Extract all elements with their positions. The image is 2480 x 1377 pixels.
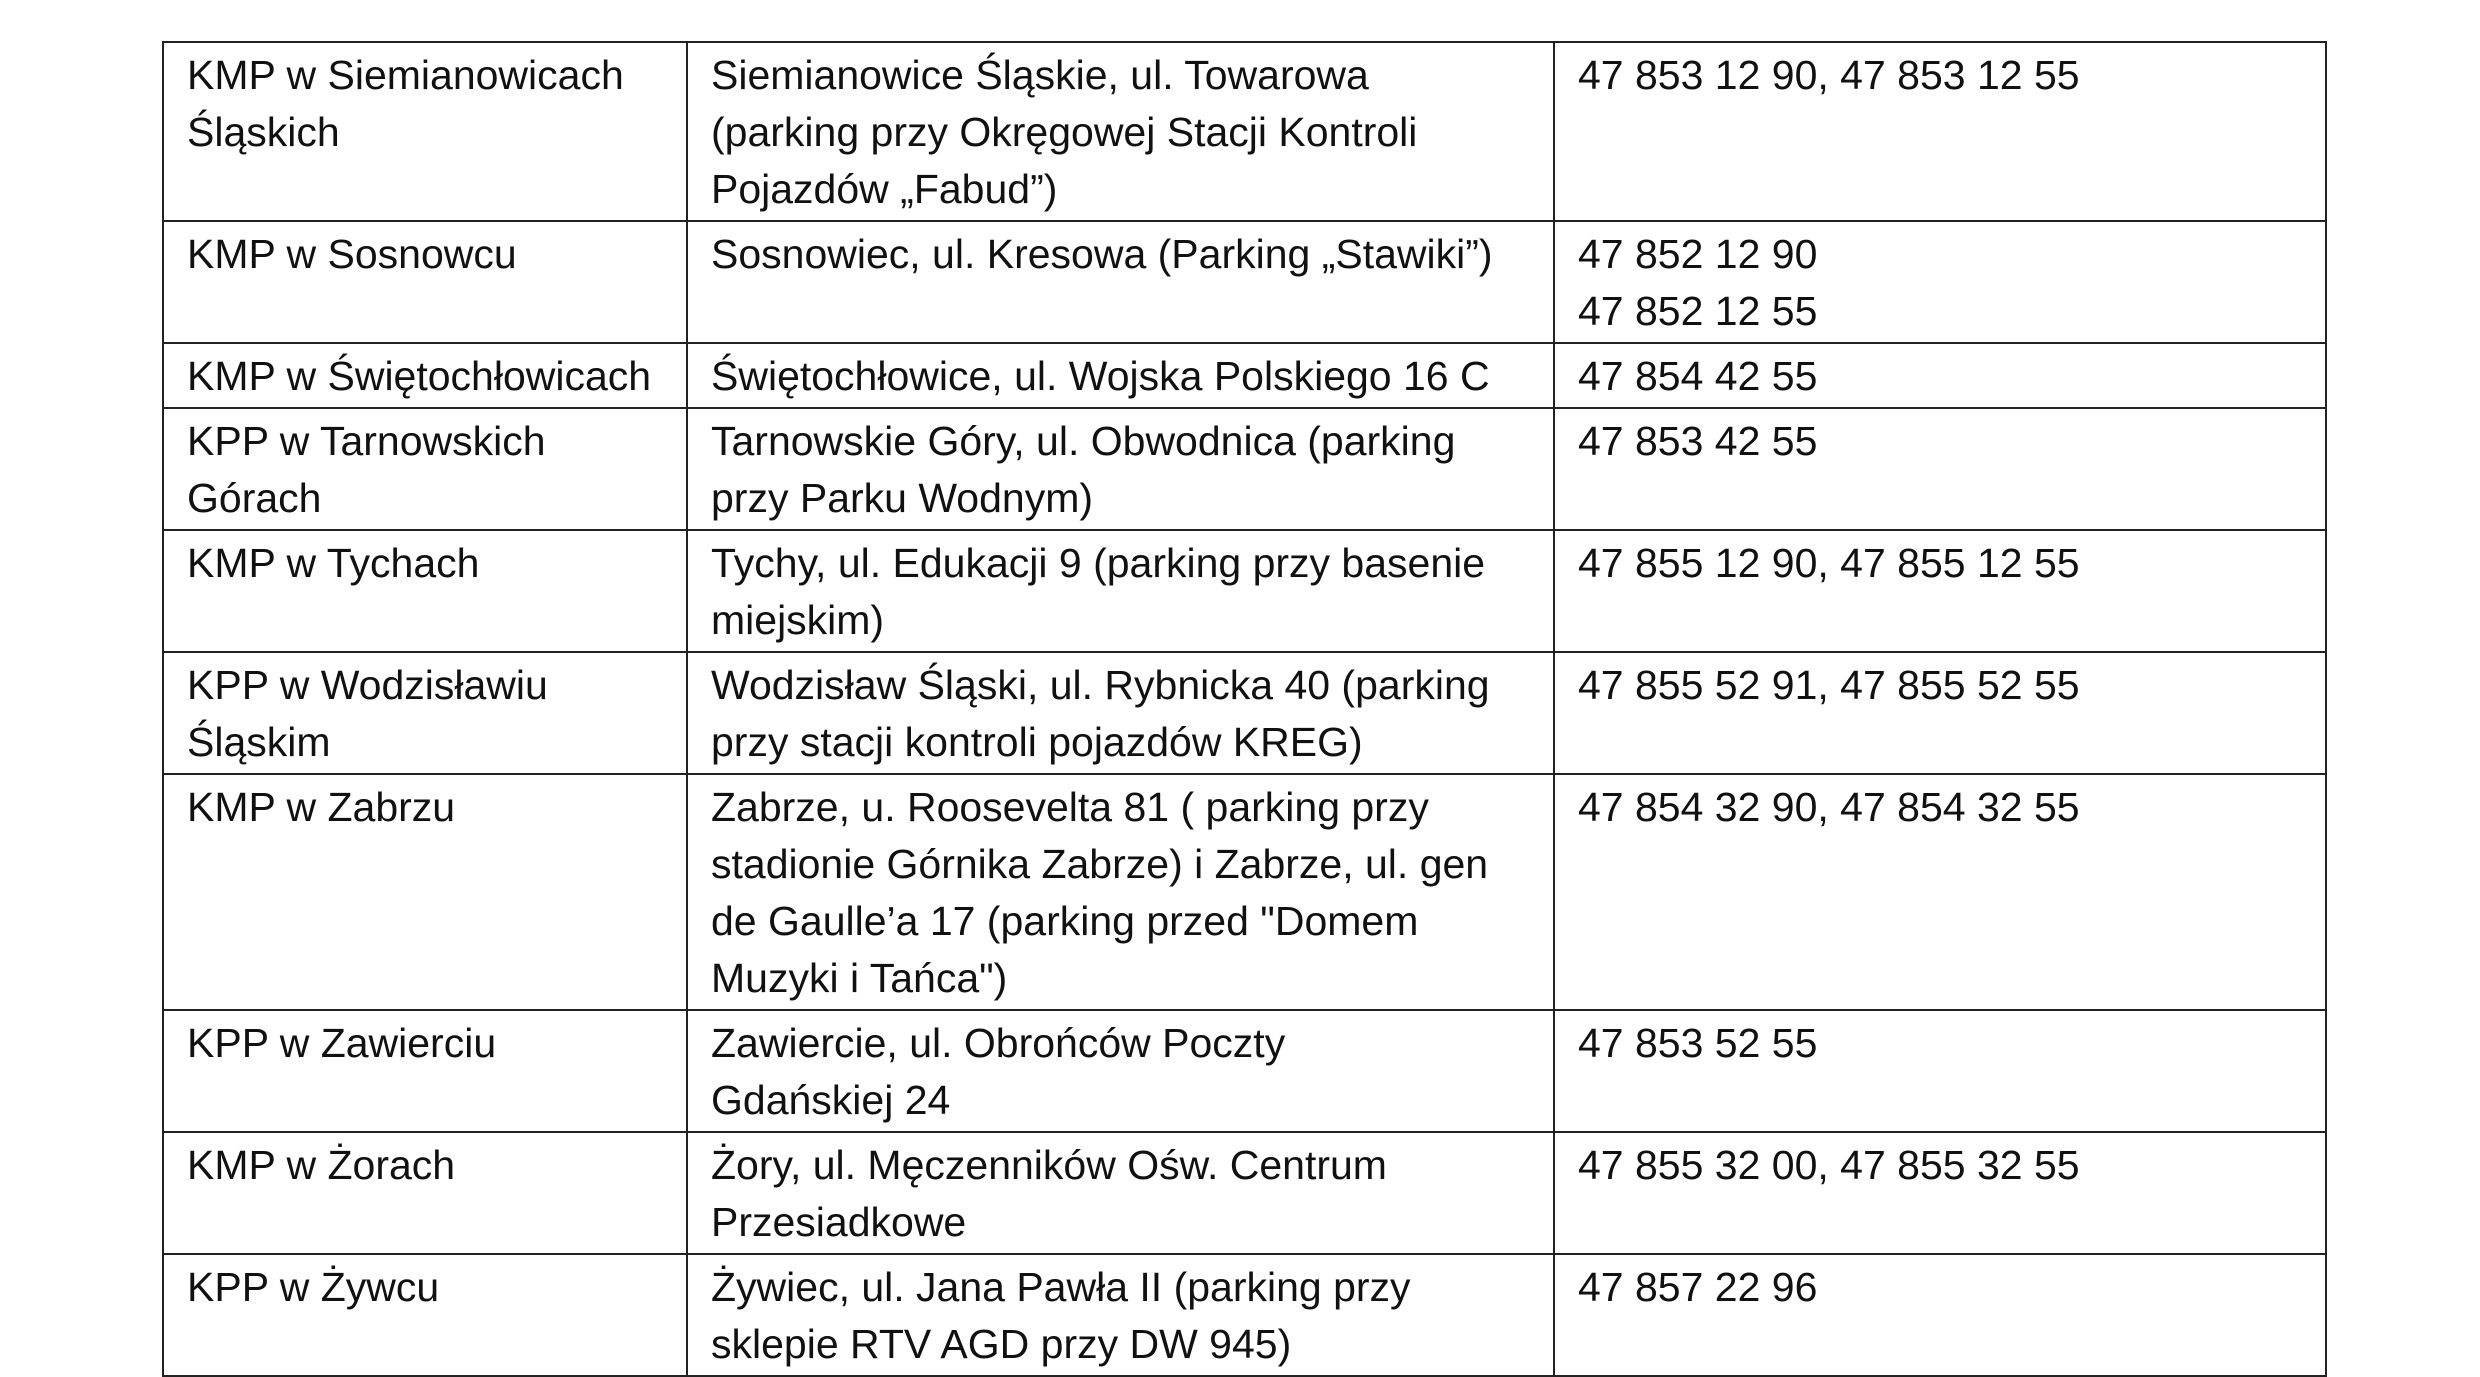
phone-cell: 47 853 12 90, 47 853 12 55 — [1554, 42, 2326, 221]
phone-cell: 47 852 12 90 47 852 12 55 — [1554, 221, 2326, 343]
unit-cell: KMP w Siemianowicach Śląskich — [163, 42, 687, 221]
unit-cell: KMP w Świętochłowicach — [163, 343, 687, 408]
location-cell: Zawiercie, ul. Obrońców Poczty Gdańskiej 24 — [687, 1010, 1554, 1132]
unit-cell: KPP w Tarnowskich Górach — [163, 408, 687, 530]
phone-cell: 47 854 32 90, 47 854 32 55 — [1554, 774, 2326, 1010]
unit-cell: KMP w Tychach — [163, 530, 687, 652]
table-row — [163, 343, 2326, 408]
location-cell: Świętochłowice, ul. Wojska Polskiego 16 C — [687, 343, 1554, 408]
location-cell: Tarnowskie Góry, ul. Obwodnica (parking przy Parku Wodnym) — [687, 408, 1554, 530]
unit-cell: KMP w Zabrzu — [163, 774, 687, 1010]
location-cell: Siemianowice Śląskie, ul. Towarowa (parking przy Okręgowej Stacji Kontroli Pojazdów „Fabud”) — [687, 42, 1554, 221]
unit-cell: KPP w Żywcu — [163, 1254, 687, 1376]
location-cell: Zabrze, u. Roosevelta 81 ( parking przy stadionie Górnika Zabrze) i Zabrze, ul. gen de Gaulle’a 17 (parking przed "Domem Muzyki i Tańca") — [687, 774, 1554, 1010]
table-row — [163, 774, 2326, 1010]
table-row — [163, 1132, 2326, 1254]
table-row — [163, 42, 2326, 221]
unit-cell: KMP w Żorach — [163, 1132, 687, 1254]
unit-cell: KMP w Sosnowcu — [163, 221, 687, 343]
table-row — [163, 652, 2326, 774]
unit-cell: KPP w Wodzisławiu Śląskim — [163, 652, 687, 774]
table-row — [163, 530, 2326, 652]
phone-cell: 47 854 42 55 — [1554, 343, 2326, 408]
location-cell: Żywiec, ul. Jana Pawła II (parking przy sklepie RTV AGD przy DW 945) — [687, 1254, 1554, 1376]
location-cell: Wodzisław Śląski, ul. Rybnicka 40 (parking przy stacji kontroli pojazdów KREG) — [687, 652, 1554, 774]
table-row — [163, 1010, 2326, 1132]
unit-cell: KPP w Zawierciu — [163, 1010, 687, 1132]
location-cell: Tychy, ul. Edukacji 9 (parking przy basenie miejskim) — [687, 530, 1554, 652]
location-cell: Żory, ul. Męczenników Ośw. Centrum Przesiadkowe — [687, 1132, 1554, 1254]
phone-cell: 47 855 52 91, 47 855 52 55 — [1554, 652, 2326, 774]
phone-cell: 47 853 52 55 — [1554, 1010, 2326, 1132]
table-row — [163, 1254, 2326, 1376]
police-units-table — [162, 41, 2327, 1377]
phone-cell: 47 853 42 55 — [1554, 408, 2326, 530]
table-row — [163, 408, 2326, 530]
phone-cell: 47 855 32 00, 47 855 32 55 — [1554, 1132, 2326, 1254]
location-cell: Sosnowiec, ul. Kresowa (Parking „Stawiki”) — [687, 221, 1554, 343]
phone-cell: 47 857 22 96 — [1554, 1254, 2326, 1376]
phone-cell: 47 855 12 90, 47 855 12 55 — [1554, 530, 2326, 652]
table-row — [163, 221, 2326, 343]
